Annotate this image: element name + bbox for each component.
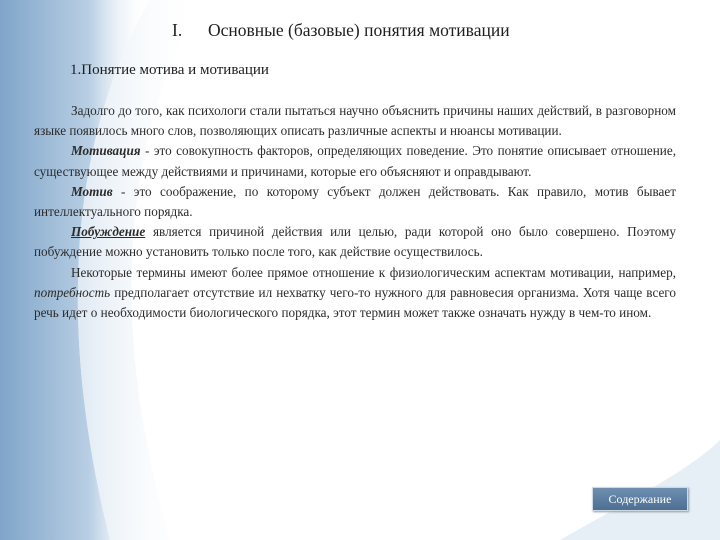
definition-motive: - это соображение, по которому субъект должен действовать. Как правило, мотив бывает интеллектуального порядка. [34,183,676,220]
need-text-b: предполагает отсутствие ил нехватку чего-то нужного для равновесия организма. Хотя чаще всего речь идет о необходимости биологического порядка, этот термин может также означать нужду в чем-то ином. [34,284,676,321]
title-number: I. [172,20,183,40]
paragraph-intro: Задолго до того, как психологи стали пытаться научно объяснить причины наших действий, в разговорном языке появилось много слов, позволяющих описать различные аспекты и нюансы мотивации. [34,103,676,139]
paragraph-need [34,263,676,324]
title-text: Основные (базовые) понятия мотивации [208,20,510,40]
body-text [34,101,676,323]
term-incentive: Побуждение [71,224,146,240]
paragraph-motivation [34,141,676,181]
definition-motivation: - это совокупность факторов, определяющих поведение. Это понятие описывает отношение, существующее между действиями и причинами, которые его объясняют и оправдывают. [34,143,676,179]
slide-title [172,20,510,41]
term-motivation: Мотивация [71,143,141,159]
need-text-a: Некоторые термины имеют более прямое отношение к физиологическим аспектам мотивации, например, [71,264,676,280]
definition-incentive: является причиной действия или целью, ради которой оно было совершено. Поэтому побуждение можно установить только после того, как действие осуществилось. [34,224,676,260]
paragraph-motive [34,182,676,222]
term-motive: Мотив [71,183,113,199]
term-need: потребность [34,284,111,300]
paragraph-incentive [34,222,676,262]
contents-button[interactable]: Содержание [592,487,688,511]
section-subtitle: 1.Понятие мотива и мотивации [70,62,269,78]
